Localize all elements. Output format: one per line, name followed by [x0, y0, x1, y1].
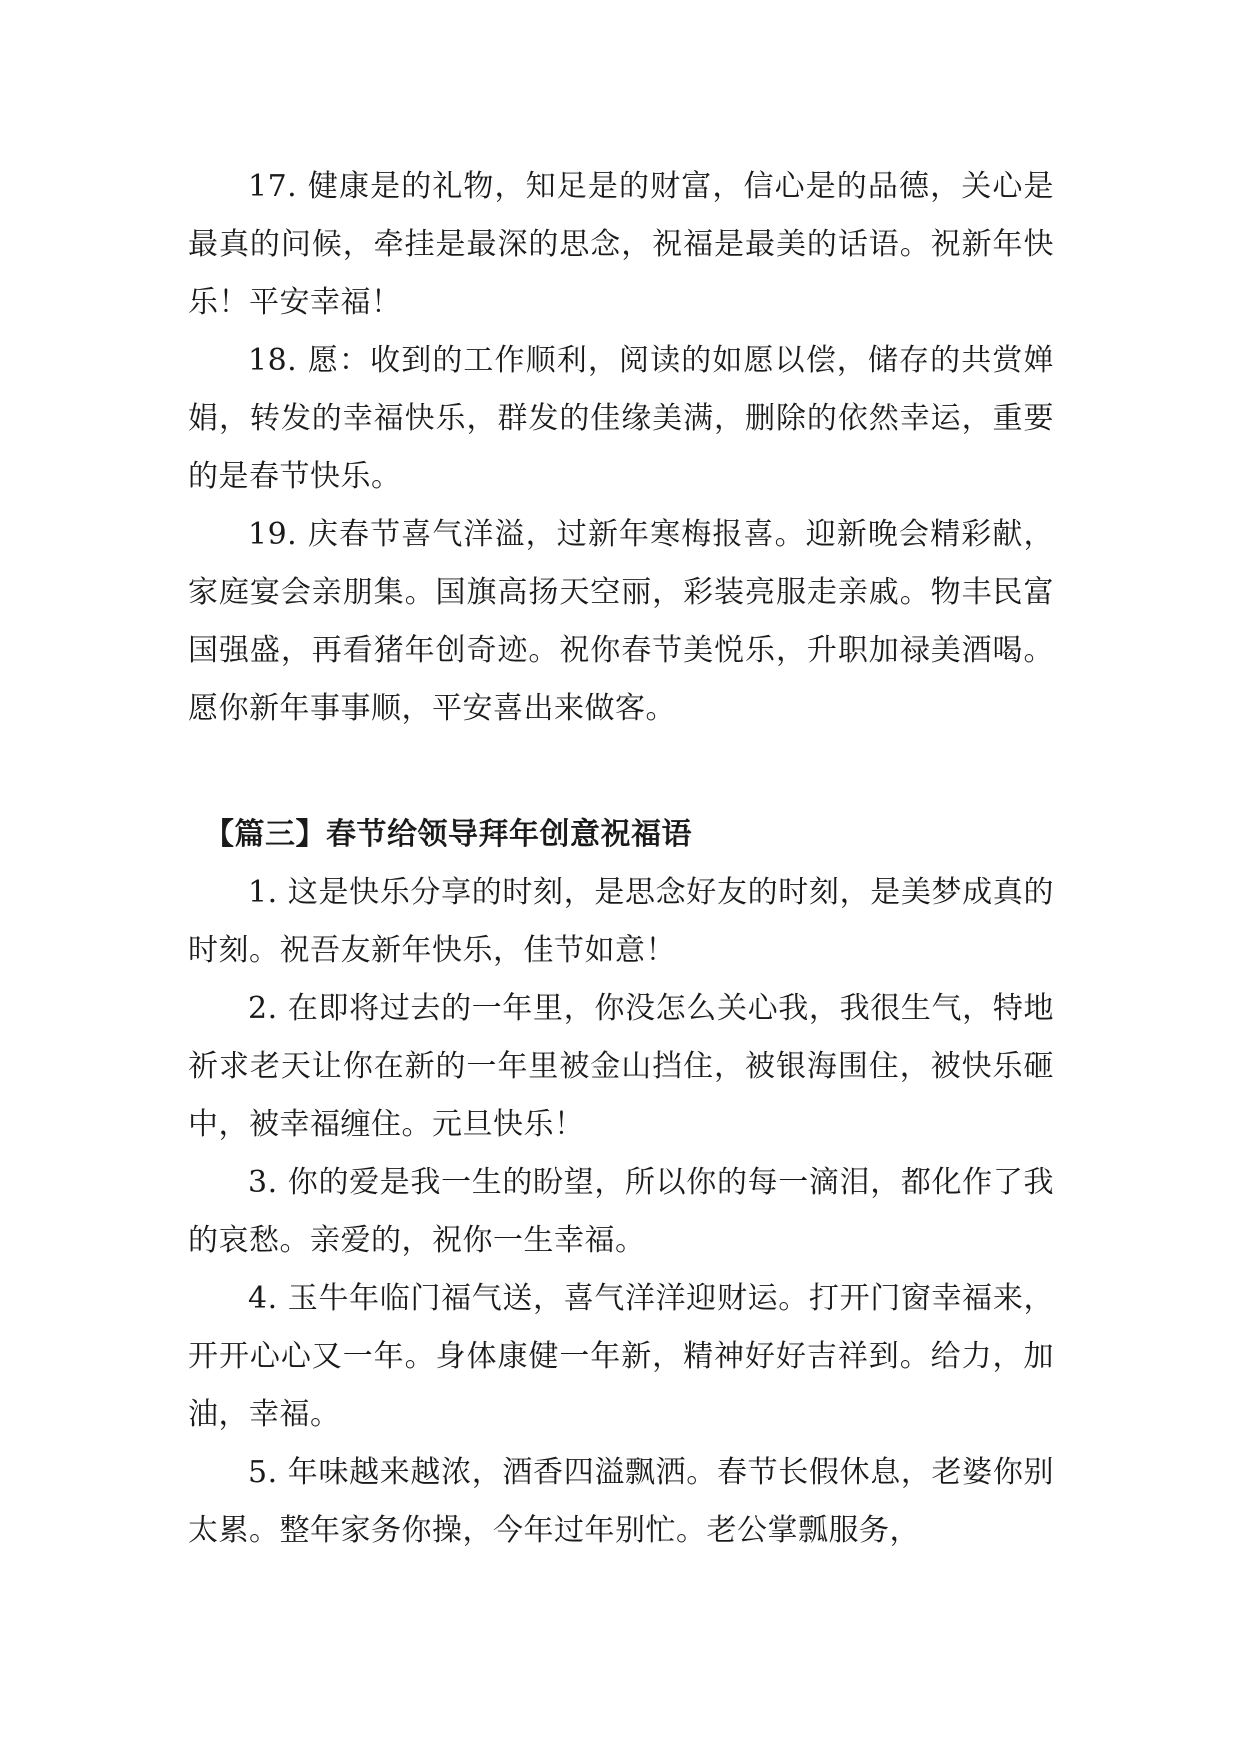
paragraph-4: 4. 玉牛年临门福气送，喜气洋洋迎财运。打开门窗幸福来，开开心心又一年。身体康健一年新，精神好好吉祥到。给力，加油，幸福。 — [188, 1281, 1054, 1432]
paragraph-5: 5. 年味越来越浓，酒香四溢飘洒。春节长假休息，老婆你别太累。整年家务你操，今年过年别忙。老公掌瓢服务， — [188, 1455, 1054, 1548]
paragraph-3: 3. 你的爱是我一生的盼望，所以你的每一滴泪，都化作了我的哀愁。亲爱的，祝你一生幸福。 — [188, 1165, 1054, 1258]
paragraph-1: 1. 这是快乐分享的时刻，是思念好友的时刻，是美梦成真的时刻。祝吾友新年快乐，佳节如意！ — [188, 875, 1054, 968]
paragraph-19: 19. 庆春节喜气洋溢，过新年寒梅报喜。迎新晚会精彩献，家庭宴会亲朋集。国旗高扬天空丽，彩装亮服走亲戚。物丰民富国强盛，再看猪年创奇迹。祝你春节美悦乐，升职加禄美酒喝。愿你新年事事顺，平安喜出来做客。 — [188, 517, 1054, 726]
paragraph-17: 17. 健康是的礼物，知足是的财富，信心是的品德，关心是最真的问候，牵挂是最深的思念，祝福是最美的话语。祝新年快乐！平安幸福！ — [188, 169, 1054, 320]
paragraph-18: 18. 愿：收到的工作顺利，阅读的如愿以偿，储存的共赏婵娟，转发的幸福快乐，群发的佳缘美满，删除的依然幸运，重要的是春节快乐。 — [188, 343, 1054, 494]
document-page — [188, 158, 1054, 1560]
paragraph-2: 2. 在即将过去的一年里，你没怎么关心我，我很生气，特地祈求老天让你在新的一年里被金山挡住，被银海围住，被快乐砸中，被幸福缠住。元旦快乐！ — [188, 991, 1054, 1142]
section-heading: 【篇三】春节给领导拜年创意祝福语 — [204, 817, 692, 852]
